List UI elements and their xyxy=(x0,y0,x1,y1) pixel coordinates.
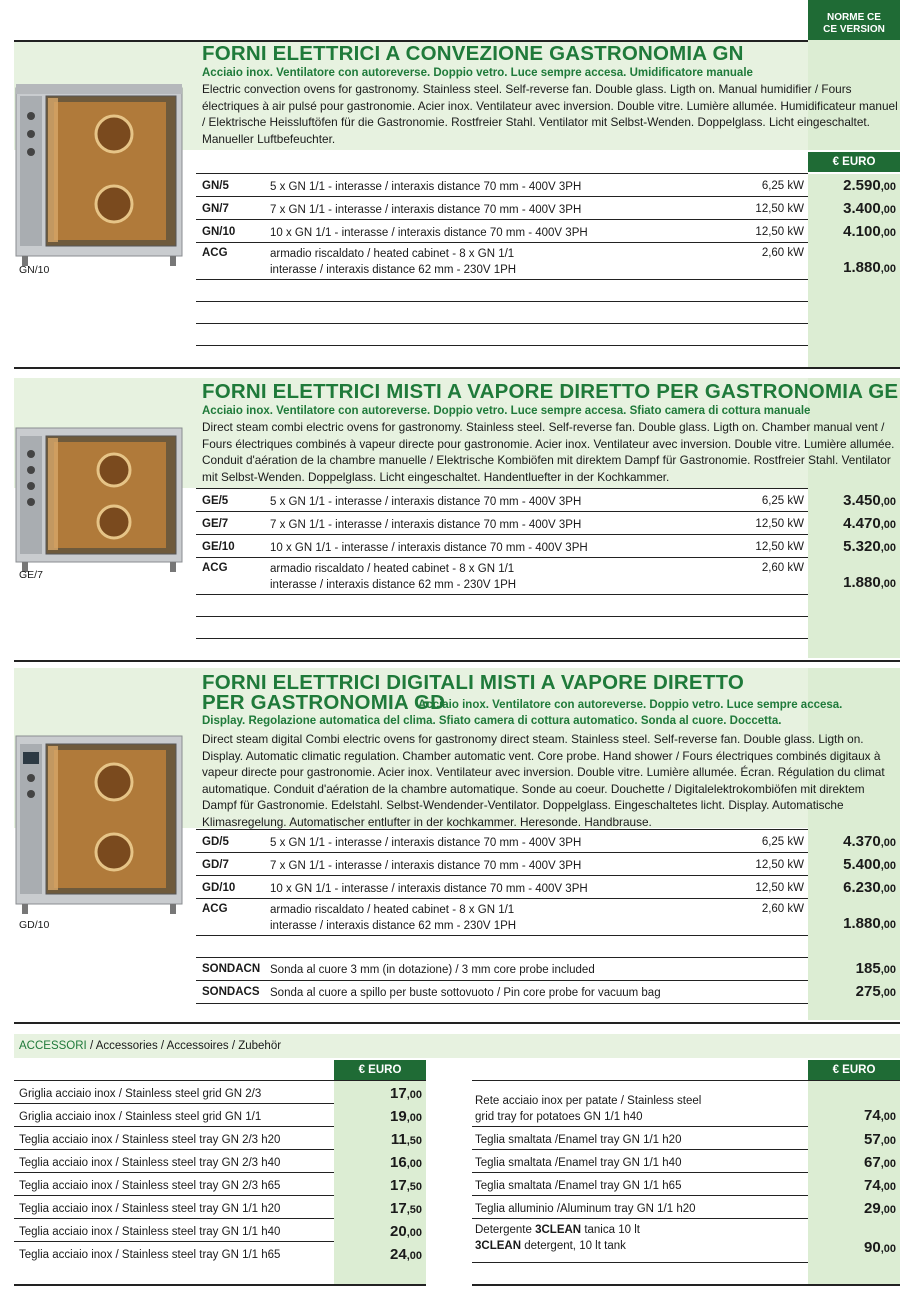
price-int: 29 xyxy=(864,1200,881,1217)
price-cents: ,00 xyxy=(880,1111,896,1123)
image-caption: GE/7 xyxy=(19,569,43,581)
price-cents: ,00 xyxy=(880,1135,896,1147)
price-int: 4.470 xyxy=(843,515,881,532)
row-rule xyxy=(196,616,808,617)
price-cents: ,50 xyxy=(406,1181,422,1193)
section-description: Direct steam combi electric ovens for gastronomy. Stainless steel. Self-reverse fan. Double glass. Ligth on. Chamber manual vent / Fours électriques combinés à vapeur directe pour gastronomie. Acier inox. Ventilateur avec inversion. Double vitre. Lumière allumée. Conduit d'aération de la chambre manuelle / Elektrische Kombiöfen mit direktem Dampf für Gastronomie. Rostfreier Stahl. Ventilator mit Selbst-Wenden. Doppelglass. Licht eingeschaltet. Handentluefter in der Kochkammer. xyxy=(202,420,895,484)
accessories-heading-green: ACCESSORI xyxy=(19,1040,87,1052)
price-int: 1.880 xyxy=(843,259,881,276)
row-rule xyxy=(14,1103,334,1104)
price-cents: ,00 xyxy=(880,227,896,239)
price-int: 17 xyxy=(390,1177,407,1194)
row-rule xyxy=(14,1149,334,1150)
detergent-line2 xyxy=(475,1238,640,1254)
section-rule xyxy=(14,1022,900,1024)
price-int: 17 xyxy=(390,1200,407,1217)
row-rule xyxy=(196,638,808,639)
row-desc: 5 x GN 1/1 - interasse / interaxis distance 70 mm - 400V 3PH xyxy=(270,837,582,849)
image-caption: GN/10 xyxy=(19,264,50,276)
det-brand: 3CLEAN xyxy=(535,1224,582,1236)
price-int: 5.320 xyxy=(843,538,881,555)
acc-label: Teglia acciaio inox / Stainless steel tray GN 2/3 h20 xyxy=(19,1134,281,1146)
row-desc-line1: armadio riscaldato / heated cabinet - 8 x GN 1/1 xyxy=(270,904,515,916)
row-rule xyxy=(196,935,808,936)
price-cents: ,00 xyxy=(880,964,896,976)
section-subtitle: Acciaio inox. Ventilatore con autoreverse. Doppio vetro. Luce sempre accesa. Sfiato camera di cottura manuale xyxy=(202,405,811,417)
accessories-heading-rest: / Accessories / Accessoires / Zubehör xyxy=(86,1040,282,1052)
row-code: GE/7 xyxy=(202,518,229,530)
row-rule xyxy=(196,875,808,876)
row-desc: 7 x GN 1/1 - interasse / interaxis distance 70 mm - 400V 3PH xyxy=(270,204,582,216)
accessories-heading xyxy=(19,1040,281,1052)
euro-header-acc-left: € EURO xyxy=(334,1060,426,1080)
row-code: GN/10 xyxy=(202,226,236,238)
row-price xyxy=(808,915,896,932)
price-int: 1.880 xyxy=(843,574,881,591)
price-cents: ,00 xyxy=(880,987,896,999)
acc-price xyxy=(808,1200,896,1217)
price-cents: ,00 xyxy=(880,204,896,216)
section-title-line2: PER GASTRONOMIA GD xyxy=(202,691,446,714)
row-rule xyxy=(14,1218,334,1219)
row-code: GN/5 xyxy=(202,180,229,192)
row-rule xyxy=(196,898,808,899)
price-cents: ,00 xyxy=(406,1089,422,1101)
acc-label: Teglia alluminio /Aluminum tray GN 1/1 h20 xyxy=(475,1203,696,1215)
row-kw: 12,50 kW xyxy=(755,518,804,530)
acc-label: Teglia acciaio inox / Stainless steel tray GN 1/1 h40 xyxy=(19,1226,281,1238)
row-rule xyxy=(196,534,808,535)
acc-price xyxy=(334,1154,422,1171)
row-rule xyxy=(196,242,808,243)
acc-price xyxy=(808,1107,896,1124)
row-price xyxy=(808,223,896,240)
row-rule xyxy=(196,594,808,595)
price-cents: ,00 xyxy=(406,1227,422,1239)
row-desc-line2: interasse / interaxis distance 62 mm - 230V 1PH xyxy=(270,919,517,932)
row-kw: 6,25 kW xyxy=(761,180,804,192)
row-code: SONDACN xyxy=(202,963,261,975)
row-code: GD/5 xyxy=(202,836,229,848)
row-kw: 2,60 kW xyxy=(761,903,804,915)
euro-header-acc-right: € EURO xyxy=(808,1060,900,1080)
row-rule xyxy=(196,1003,808,1004)
row-rule xyxy=(196,980,808,981)
price-int: 6.230 xyxy=(843,879,881,896)
acc-label: Teglia smaltata /Enamel tray GN 1/1 h20 xyxy=(475,1134,682,1146)
acc-label: Teglia smaltata /Enamel tray GN 1/1 h40 xyxy=(475,1157,682,1169)
row-rule xyxy=(472,1262,808,1263)
row-rule xyxy=(196,219,808,220)
acc-price xyxy=(808,1131,896,1148)
norme-line2: CE VERSION xyxy=(823,24,885,35)
price-cents: ,00 xyxy=(406,1158,422,1170)
price-int: 5.400 xyxy=(843,856,881,873)
row-code: GD/10 xyxy=(202,882,236,894)
row-desc-line1: armadio riscaldato / heated cabinet - 8 x GN 1/1 xyxy=(270,248,515,260)
row-rule xyxy=(196,511,808,512)
row-desc: 5 x GN 1/1 - interasse / interaxis distance 70 mm - 400V 3PH xyxy=(270,496,582,508)
row-price xyxy=(808,177,896,194)
section-subtitle-line1: Acciaio inox. Ventilatore con autoreverse. Doppio vetro. Luce sempre accesa. xyxy=(418,699,843,711)
price-int: 1.880 xyxy=(843,915,881,932)
row-code: SONDACS xyxy=(202,986,260,998)
row-kw: 12,50 kW xyxy=(755,859,804,871)
row-desc xyxy=(270,247,516,278)
row-code: GE/10 xyxy=(202,541,235,553)
row-price xyxy=(808,492,896,509)
price-cents: ,00 xyxy=(880,1158,896,1170)
price-int: 4.370 xyxy=(843,833,881,850)
price-int: 20 xyxy=(390,1223,407,1240)
row-desc-line2: interasse / interaxis distance 62 mm - 230V 1PH xyxy=(270,578,517,591)
row-rule xyxy=(196,196,808,197)
row-kw: 2,60 kW xyxy=(761,247,804,259)
norme-header xyxy=(808,0,900,40)
section-rule xyxy=(14,1284,426,1286)
acc-label: Teglia acciaio inox / Stainless steel tray GN 2/3 h40 xyxy=(19,1157,281,1169)
acc-label xyxy=(475,1094,701,1125)
price-cents: ,00 xyxy=(880,542,896,554)
oven-image-ge7 xyxy=(14,424,184,577)
det-text: Detergente xyxy=(475,1224,536,1236)
acc-label: Teglia acciaio inox / Stainless steel tray GN 1/1 h65 xyxy=(19,1249,281,1261)
row-kw: 12,50 kW xyxy=(755,882,804,894)
euro-header-1: € EURO xyxy=(808,152,900,172)
price-cents: ,00 xyxy=(880,860,896,872)
row-price xyxy=(808,259,896,276)
row-rule xyxy=(14,1241,334,1242)
row-desc: Sonda al cuore a spillo per buste sottovuoto / Pin core probe for vacuum bag xyxy=(270,987,661,999)
row-rule xyxy=(196,301,808,302)
row-rule xyxy=(14,1126,334,1127)
section-subtitle-line2: Display. Regolazione automatica del clima. Sfiato camera di cottura automatico. Sonda al cuore. Doccetta. xyxy=(202,715,782,727)
price-int: 16 xyxy=(390,1154,407,1171)
norme-line1: NORME CE xyxy=(827,12,881,23)
row-desc: 10 x GN 1/1 - interasse / interaxis distance 70 mm - 400V 3PH xyxy=(270,883,588,895)
row-rule xyxy=(196,173,808,174)
acc-price xyxy=(334,1108,422,1125)
price-int: 11 xyxy=(390,1131,407,1148)
price-cents: ,00 xyxy=(406,1250,422,1262)
row-rule xyxy=(196,829,808,830)
row-price xyxy=(808,515,896,532)
acc-price xyxy=(334,1246,422,1263)
row-code: GE/5 xyxy=(202,495,229,507)
price-int: 74 xyxy=(864,1107,881,1124)
row-rule xyxy=(472,1218,808,1219)
acc-label-line2: grid tray for potatoes GN 1/1 h40 xyxy=(475,1110,643,1123)
price-cents: ,00 xyxy=(880,919,896,931)
row-desc: 7 x GN 1/1 - interasse / interaxis distance 70 mm - 400V 3PH xyxy=(270,860,582,872)
row-code: ACG xyxy=(202,903,228,915)
row-price xyxy=(808,833,896,850)
acc-price xyxy=(334,1223,422,1240)
acc-price xyxy=(334,1085,422,1102)
row-price xyxy=(808,983,896,1000)
price-int: 74 xyxy=(864,1177,881,1194)
price-cents: ,00 xyxy=(880,837,896,849)
row-rule xyxy=(472,1172,808,1173)
row-code: ACG xyxy=(202,562,228,574)
acc-label: Teglia smaltata /Enamel tray GN 1/1 h65 xyxy=(475,1180,682,1192)
det-brand: 3CLEAN xyxy=(475,1240,522,1252)
price-int: 90 xyxy=(864,1239,881,1256)
row-rule xyxy=(196,323,808,324)
price-cents: ,00 xyxy=(880,883,896,895)
acc-price xyxy=(808,1154,896,1171)
price-int: 185 xyxy=(855,960,881,977)
oven-image-gd10 xyxy=(14,730,184,919)
row-rule xyxy=(196,488,808,489)
section-title: FORNI ELETTRICI A CONVEZIONE GASTRONOMIA GN xyxy=(202,42,744,65)
row-desc-line2: interasse / interaxis distance 62 mm - 230V 1PH xyxy=(270,263,517,276)
row-desc: 10 x GN 1/1 - interasse / interaxis distance 70 mm - 400V 3PH xyxy=(270,227,588,239)
acc-price xyxy=(808,1239,896,1256)
detergent-line1 xyxy=(475,1222,640,1238)
image-caption: GD/10 xyxy=(19,919,50,931)
row-kw: 12,50 kW xyxy=(755,203,804,215)
row-desc-line1: armadio riscaldato / heated cabinet - 8 x GN 1/1 xyxy=(270,563,515,575)
row-kw: 6,25 kW xyxy=(761,836,804,848)
section-rule xyxy=(14,367,900,369)
row-rule xyxy=(196,345,808,346)
price-int: 4.100 xyxy=(843,223,881,240)
row-price xyxy=(808,574,896,591)
row-code: GD/7 xyxy=(202,859,229,871)
row-rule xyxy=(14,1080,426,1081)
row-desc: Sonda al cuore 3 mm (in dotazione) / 3 mm core probe included xyxy=(270,964,595,976)
price-int: 57 xyxy=(864,1131,881,1148)
acc-price xyxy=(334,1177,422,1194)
row-rule xyxy=(14,1172,334,1173)
section-title-line1: FORNI ELETTRICI DIGITALI MISTI A VAPORE DIRETTO xyxy=(202,671,745,694)
price-int: 24 xyxy=(390,1246,407,1263)
price-int: 3.450 xyxy=(843,492,881,509)
section-description: Electric convection ovens for gastronomy. Stainless steel. Self-reverse fan. Double glass. Ligth on. Manual humidifier / Fours électriques à air pulsé pour gastronomie. Acier inox. Ventilateur avec inversion. Double vitre. Lumière allumée. Humidificateur manuel / Elektrische Heissluftöfen für die Gastronomie. Rostfreier Stahl. Ventilator mit Selbst-Wenden. Doppelglass. Licht eingeschaltet. Manueller Luftbefeuchter. xyxy=(202,82,898,146)
price-cents: ,00 xyxy=(880,496,896,508)
row-code: GN/7 xyxy=(202,203,229,215)
row-rule xyxy=(14,1195,334,1196)
section-subtitle: Acciaio inox. Ventilatore con autoreverse. Doppio vetro. Luce sempre accesa. Umidificatore manuale xyxy=(202,67,753,79)
acc-label: Teglia acciaio inox / Stainless steel tray GN 2/3 h65 xyxy=(19,1180,281,1192)
section-description: Direct steam digital Combi electric ovens for gastronomy direct steam. Stainless steel. Self-reverse fan. Double glass. Ligth on. Display. Automatic climatic regulation. Chamber automatic vent. Core probe. Hand shower / Fours électriques combinés digitaux à vapeur directe pour gastronomie. Acier inox. Ventilateur avec inversion. Double vitre. Lumière allumée. Écran. Régulation du climat automatique. Conduit d'aération de la chambre automatique. Sonde au coeur. Douchette / Digitalelektrokombiöfen mit direktem Dampf für Gastronomie. Edelstahl. Selbst-Wendender-Ventilator. Doppelglass. Eingeschaltetes licht. Display. Automatische Klimasregelung. Automatischer entlufter in der kochkammer. Heresonde. Handbrause. xyxy=(202,732,885,829)
row-rule xyxy=(472,1126,808,1127)
section-rule xyxy=(14,660,900,662)
price-int: 17 xyxy=(390,1085,407,1102)
acc-price xyxy=(334,1131,422,1148)
price-cents: ,00 xyxy=(880,578,896,590)
det-text: tanica 10 lt xyxy=(581,1224,640,1236)
section-title: FORNI ELETTRICI MISTI A VAPORE DIRETTO PER GASTRONOMIA GE xyxy=(202,380,899,403)
price-cents: ,00 xyxy=(880,1181,896,1193)
price-cents: ,00 xyxy=(880,263,896,275)
price-cents: ,00 xyxy=(880,519,896,531)
price-cents: ,50 xyxy=(406,1204,422,1216)
price-int: 2.590 xyxy=(843,177,881,194)
oven-image-gn10 xyxy=(14,82,184,271)
price-int: 3.400 xyxy=(843,200,881,217)
row-kw: 12,50 kW xyxy=(755,226,804,238)
row-kw: 12,50 kW xyxy=(755,541,804,553)
row-desc: 7 x GN 1/1 - interasse / interaxis distance 70 mm - 400V 3PH xyxy=(270,519,582,531)
row-desc xyxy=(270,562,516,593)
price-int: 67 xyxy=(864,1154,881,1171)
row-code: ACG xyxy=(202,247,228,259)
row-rule xyxy=(472,1149,808,1150)
row-rule xyxy=(196,957,808,958)
row-price xyxy=(808,960,896,977)
acc-label: Griglia acciaio inox / Stainless steel grid GN 2/3 xyxy=(19,1088,262,1100)
row-rule xyxy=(472,1080,900,1081)
row-rule xyxy=(196,279,808,280)
row-price xyxy=(808,856,896,873)
det-text: detergent, 10 lt tank xyxy=(521,1240,626,1252)
acc-label: Teglia acciaio inox / Stainless steel tray GN 1/1 h20 xyxy=(19,1203,281,1215)
row-price xyxy=(808,200,896,217)
row-rule xyxy=(196,557,808,558)
acc-price xyxy=(808,1177,896,1194)
acc-label-detergent xyxy=(475,1222,640,1254)
price-cents: ,00 xyxy=(406,1112,422,1124)
row-desc xyxy=(270,903,516,934)
row-desc: 10 x GN 1/1 - interasse / interaxis distance 70 mm - 400V 3PH xyxy=(270,542,588,554)
price-cents: ,50 xyxy=(406,1135,422,1147)
row-rule xyxy=(472,1195,808,1196)
price-int: 19 xyxy=(390,1108,407,1125)
price-cents: ,00 xyxy=(880,181,896,193)
acc-label: Griglia acciaio inox / Stainless steel grid GN 1/1 xyxy=(19,1111,262,1123)
row-price xyxy=(808,879,896,896)
row-price xyxy=(808,538,896,555)
row-kw: 6,25 kW xyxy=(761,495,804,507)
row-desc: 5 x GN 1/1 - interasse / interaxis distance 70 mm - 400V 3PH xyxy=(270,181,582,193)
price-int: 275 xyxy=(855,983,881,1000)
section-rule xyxy=(472,1284,900,1286)
price-cents: ,00 xyxy=(880,1204,896,1216)
price-cents: ,00 xyxy=(880,1243,896,1255)
acc-price xyxy=(334,1200,422,1217)
row-rule xyxy=(196,852,808,853)
acc-label-line1: Rete acciaio inox per patate / Stainless steel xyxy=(475,1095,702,1107)
row-kw: 2,60 kW xyxy=(761,562,804,574)
